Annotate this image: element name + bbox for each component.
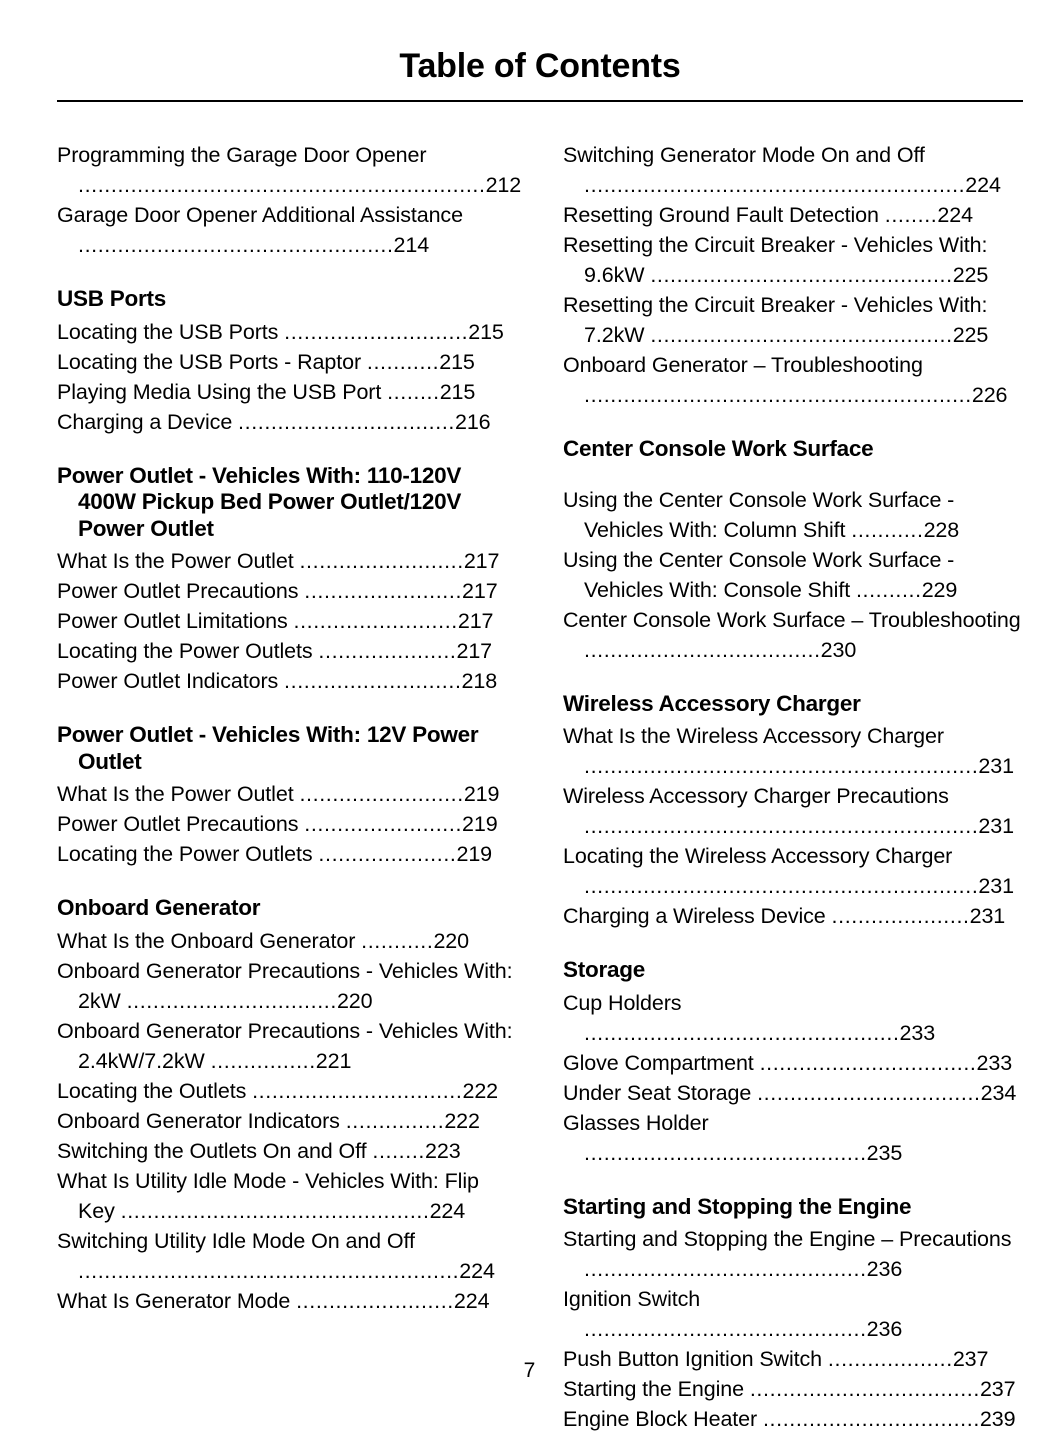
toc-entry-label: Engine Block Heater	[563, 1407, 763, 1431]
toc-entry-label: Using the Center Console Work Surface - Vehicles With: Column Shift	[563, 487, 961, 542]
toc-entry[interactable]	[57, 576, 516, 606]
toc-entry[interactable]	[57, 377, 516, 407]
toc-entry-leader: ................................................	[584, 1020, 900, 1045]
toc-entry-label: Charging a Wireless Device	[563, 904, 832, 928]
toc-entry-page-number: 222	[462, 1078, 499, 1103]
toc-section	[563, 1194, 1022, 1435]
toc-entry-leader: ...............................................	[120, 1198, 430, 1223]
toc-entry[interactable]	[57, 1106, 516, 1136]
toc-entry-label: What Is the Power Outlet	[57, 782, 300, 806]
toc-entry-page-number: 224	[429, 1198, 466, 1223]
toc-entry-leader: .........................	[293, 609, 458, 633]
toc-entry-page-number: 231	[978, 814, 1014, 838]
section-heading: Onboard Generator	[57, 895, 261, 920]
toc-entry[interactable]	[563, 1108, 1022, 1168]
toc-entry-leader: ................	[210, 1048, 316, 1073]
toc-entry[interactable]	[57, 140, 522, 200]
toc-entry-page-number: 231	[978, 874, 1014, 898]
section-heading: USB Ports	[57, 286, 167, 311]
toc-entry-label: What Is the Wireless Accessory Charger	[563, 724, 950, 748]
toc-entry-leader: .........................	[299, 549, 464, 573]
toc-entry-page-number: 214	[393, 233, 430, 257]
toc-entry-label: Switching Generator Mode On and Off	[563, 143, 931, 167]
toc-entry[interactable]	[563, 721, 1022, 781]
toc-entry-label: Onboard Generator Precautions - Vehicles With: 2kW	[57, 958, 519, 1013]
toc-entry[interactable]	[57, 956, 519, 1016]
toc-entry[interactable]	[563, 1404, 1022, 1434]
toc-entry-page-number: 224	[453, 1288, 490, 1313]
toc-entry-label: Starting and Stopping the Engine – Precautions	[563, 1227, 1018, 1251]
toc-entry-page-number: 219	[462, 812, 498, 836]
toc-entry-page-number: 223	[424, 1138, 461, 1163]
toc-entry-leader: ...........	[851, 517, 924, 542]
toc-entry-page-number: 212	[485, 173, 522, 197]
toc-entry[interactable]	[57, 200, 516, 260]
section-heading: Starting and Stopping the Engine	[563, 1193, 912, 1219]
toc-entry-leader: ..............................................	[650, 263, 953, 287]
toc-entry-leader: ........................	[296, 1288, 454, 1313]
toc-entry-label: Programming the Garage Door Opener	[57, 143, 433, 167]
toc-section	[57, 895, 519, 1316]
toc-entry-page-number: 231	[978, 754, 1014, 778]
toc-entry[interactable]	[57, 1226, 516, 1286]
toc-entry-leader: ...........................................................	[584, 383, 972, 407]
toc-entry-leader: ...........	[361, 928, 434, 953]
toc-entry-leader: ................................	[126, 988, 337, 1013]
toc-entry[interactable]	[563, 988, 1022, 1048]
toc-entry-page-number: 218	[461, 669, 498, 693]
toc-entry-label: What Is Utility Idle Mode - Vehicles With: Flip Key	[57, 1168, 485, 1223]
toc-entry[interactable]	[57, 926, 516, 956]
toc-entry[interactable]	[563, 1224, 1022, 1284]
toc-entry-leader: ..........................................................	[78, 1258, 460, 1283]
toc-entry-page-number: 235	[866, 1140, 903, 1165]
toc-entry-page-number: 237	[952, 1347, 989, 1371]
toc-section	[563, 436, 1027, 665]
toc-entry[interactable]	[57, 1286, 516, 1316]
toc-entry-leader: ................................................	[78, 233, 394, 257]
toc-entry[interactable]	[563, 1284, 1022, 1344]
toc-entry-leader: ............................................................	[584, 754, 979, 778]
heading-spacer	[563, 467, 1022, 485]
toc-entry-leader: ..........................................................	[584, 173, 966, 197]
toc-entry-page-number: 216	[454, 409, 491, 434]
toc-entry-leader: ...........................................	[584, 1140, 867, 1165]
toc-section	[57, 722, 516, 869]
toc-entry-page-number: 226	[971, 383, 1008, 407]
toc-entry-leader: ...........	[366, 349, 440, 374]
toc-entry-label: Charging a Device	[57, 409, 239, 434]
toc-entry-leader: ...............	[345, 1108, 445, 1133]
toc-entry-label: Playing Media Using the USB Port	[57, 379, 388, 404]
toc-entry-page-number: 233	[976, 1050, 1013, 1075]
toc-entry-leader: ...........................................	[584, 1257, 867, 1281]
toc-entry-leader: ..............................................	[650, 323, 953, 347]
toc-entry-label: Resetting Ground Fault Detection	[563, 203, 885, 227]
section-heading: Power Outlet - Vehicles With: 110-120V 400W Pickup Bed Power Outlet/120V Power Outlet	[57, 462, 462, 541]
toc-entry-page-number: 217	[457, 609, 494, 633]
toc-entry[interactable]	[57, 606, 516, 636]
page-title: Table of Contents	[399, 47, 681, 85]
toc-entry[interactable]	[57, 1166, 516, 1226]
toc-entry[interactable]	[57, 809, 516, 839]
toc-entry-leader: ...................	[827, 1347, 953, 1371]
left-column	[57, 140, 522, 1434]
toc-entry-page-number: 221	[315, 1048, 352, 1073]
toc-entry-label: What Is the Onboard Generator	[57, 928, 362, 953]
toc-entry-label: Locating the USB Ports	[57, 319, 285, 344]
toc-entry-label: Locating the Power Outlets	[57, 842, 319, 866]
toc-entry-page-number: 215	[468, 319, 504, 344]
toc-entry-leader: ........	[372, 1138, 425, 1163]
toc-entry-leader: .................................	[238, 409, 455, 434]
toc-entry-page-number: 219	[463, 782, 500, 806]
toc-entry-page-number: 219	[456, 842, 493, 866]
toc-entry-label: Onboard Generator Indicators	[57, 1108, 346, 1133]
toc-entry-page-number: 233	[899, 1020, 936, 1045]
toc-entry-page-number: 231	[969, 904, 1006, 928]
toc-entry[interactable]	[563, 1048, 1022, 1078]
toc-entry-label: Cup Holders	[563, 990, 688, 1015]
toc-entry-page-number: 220	[433, 928, 470, 953]
toc-entry-page-number: 224	[459, 1258, 495, 1283]
toc-entry[interactable]	[563, 605, 1027, 665]
right-column	[563, 140, 1027, 1434]
toc-entry[interactable]	[57, 779, 516, 809]
toc-entry-leader: .....................	[318, 842, 457, 866]
toc-entry[interactable]	[563, 1078, 1022, 1108]
toc-entry-label: Locating the Power Outlets	[57, 639, 319, 663]
toc-section	[563, 691, 1022, 932]
toc-entry-leader: ........	[884, 203, 938, 227]
toc-entry-label: Switching the Outlets On and Off	[57, 1138, 373, 1163]
toc-entry-label: Power Outlet Precautions	[57, 812, 305, 836]
toc-entry[interactable]	[563, 230, 1022, 290]
toc-entry-leader: ..................................	[757, 1080, 981, 1105]
toc-entry[interactable]	[57, 317, 516, 347]
toc-entry-leader: ........	[387, 379, 440, 404]
toc-entry[interactable]	[563, 485, 1022, 545]
toc-entry[interactable]	[563, 200, 1022, 230]
toc-entry-leader: ..............................................................	[78, 173, 486, 197]
toc-entry[interactable]	[57, 1016, 519, 1076]
toc-entry[interactable]	[57, 347, 516, 377]
toc-entry-page-number: 220	[336, 988, 373, 1013]
toc-entry[interactable]	[57, 546, 516, 576]
toc-entry[interactable]	[563, 290, 1022, 350]
toc-entry-leader: .....................	[318, 639, 457, 663]
footer-page-number: 7	[523, 1359, 536, 1382]
toc-entry-page-number: 230	[820, 637, 857, 662]
toc-entry[interactable]	[57, 666, 516, 696]
toc-entry[interactable]	[563, 841, 1022, 901]
toc-entry-label: Power Outlet Indicators	[57, 669, 285, 693]
toc-entry-leader: ....................................	[584, 637, 821, 662]
toc-entry-label: Garage Door Opener Additional Assistance	[57, 203, 469, 227]
toc-entry-page-number: 225	[952, 323, 989, 347]
toc-entry-label: Push Button Ignition Switch	[563, 1347, 828, 1371]
toc-entry-page-number: 234	[980, 1080, 1017, 1105]
toc-entry[interactable]	[57, 407, 516, 437]
toc-entry-label: Wireless Accessory Charger Precautions	[563, 784, 955, 808]
toc-entry-leader: ............................................................	[584, 874, 979, 898]
toc-entry-page-number: 222	[444, 1108, 480, 1133]
toc-section	[57, 140, 522, 260]
toc-entry-leader: ............................	[284, 319, 469, 344]
toc-section	[57, 286, 516, 437]
toc-section	[563, 140, 1022, 410]
toc-entry-page-number: 236	[866, 1317, 903, 1341]
title-divider	[57, 100, 1023, 102]
toc-entry[interactable]	[563, 140, 1022, 200]
toc-entry-page-number: 236	[866, 1257, 903, 1281]
toc-entry[interactable]	[563, 781, 1022, 841]
toc-entry[interactable]	[57, 1136, 516, 1166]
toc-entry-label: Ignition Switch	[563, 1287, 707, 1311]
toc-entry-leader: ...................................	[749, 1377, 980, 1401]
section-heading: Center Console Work Surface	[563, 436, 874, 461]
toc-entry-leader: ..........	[855, 577, 922, 602]
toc-entry-label: Using the Center Console Work Surface - Vehicles With: Console Shift	[563, 547, 961, 602]
toc-entry[interactable]	[57, 636, 516, 666]
toc-entry-label: Glasses Holder	[563, 1110, 715, 1135]
toc-entry-label: Center Console Work Surface – Troubleshooting	[563, 607, 1027, 632]
toc-entry-label: Locating the Wireless Accessory Charger	[563, 844, 959, 868]
toc-entry-page-number: 224	[937, 203, 973, 227]
toc-entry-leader: .........................	[299, 782, 464, 806]
toc-entry-leader: .....................	[831, 904, 970, 928]
toc-entry-leader: .................................	[762, 1407, 980, 1431]
toc-entry-label: What Is the Power Outlet	[57, 549, 300, 573]
toc-entry-leader: ................................	[252, 1078, 463, 1103]
toc-entry-label: Starting the Engine	[563, 1377, 750, 1401]
toc-entry-page-number: 224	[965, 173, 1001, 197]
toc-entry-leader: ........................	[304, 579, 463, 603]
toc-entry-page-number: 215	[439, 379, 476, 404]
toc-entry-leader: ............................................................	[584, 814, 979, 838]
toc-entry-label: Power Outlet Precautions	[57, 579, 305, 603]
toc-entry-leader: ........................	[304, 812, 463, 836]
toc-entry[interactable]	[563, 350, 1022, 410]
toc-section	[563, 957, 1022, 1168]
toc-entry-page-number: 217	[463, 549, 500, 573]
toc-entry-page-number: 229	[921, 577, 958, 602]
toc-entry-label: Under Seat Storage	[563, 1080, 758, 1105]
toc-entry-label: Locating the USB Ports - Raptor	[57, 349, 367, 374]
toc-entry-page-number: 225	[952, 263, 989, 287]
toc-entry-label: Onboard Generator – Troubleshooting	[563, 353, 929, 377]
toc-entry-label: Resetting the Circuit Breaker - Vehicles With: 9.6kW	[563, 233, 994, 287]
toc-entry-leader: .................................	[759, 1050, 977, 1075]
toc-entry-label: Locating the Outlets	[57, 1078, 253, 1103]
toc-entry[interactable]	[57, 839, 516, 869]
toc-entry-page-number: 217	[462, 579, 498, 603]
toc-entry-label: Onboard Generator Precautions - Vehicles With: 2.4kW/7.2kW	[57, 1018, 519, 1073]
toc-entry-page-number: 215	[439, 349, 475, 374]
toc-entry-label: Power Outlet Limitations	[57, 609, 294, 633]
section-heading: Power Outlet - Vehicles With: 12V Power Outlet	[57, 722, 479, 774]
toc-columns	[57, 140, 1027, 1434]
section-heading: Storage	[563, 957, 646, 982]
toc-entry-label: Glove Compartment	[563, 1050, 760, 1075]
toc-entry-label: What Is Generator Mode	[57, 1288, 297, 1313]
toc-entry-page-number: 217	[456, 639, 493, 663]
toc-entry-leader: ...........................................	[584, 1317, 867, 1341]
toc-entry[interactable]	[563, 545, 1022, 605]
toc-entry-leader: ...........................	[284, 669, 462, 693]
toc-entry[interactable]	[57, 1076, 516, 1106]
toc-entry-page-number: 239	[979, 1407, 1016, 1431]
toc-entry-page-number: 237	[979, 1377, 1016, 1401]
toc-entry-page-number: 228	[923, 517, 960, 542]
toc-entry-label: Switching Utility Idle Mode On and Off	[57, 1228, 421, 1253]
toc-section	[57, 463, 516, 697]
toc-entry-label: Resetting the Circuit Breaker - Vehicles With: 7.2kW	[563, 293, 994, 347]
toc-entry[interactable]	[563, 901, 1022, 931]
section-heading: Wireless Accessory Charger	[563, 690, 861, 716]
